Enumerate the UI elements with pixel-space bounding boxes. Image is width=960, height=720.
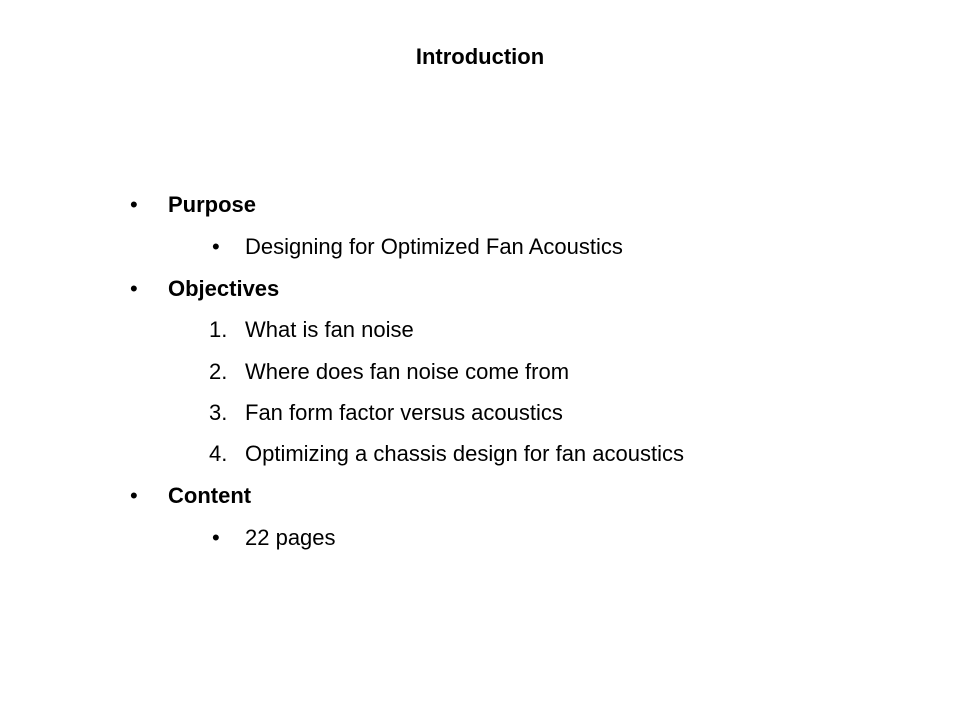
bullet-marker: • — [130, 276, 138, 301]
slide-title: Introduction — [415, 44, 545, 69]
numbered-item-text: Where does fan noise come from — [245, 359, 570, 384]
section-heading-content: Content — [168, 483, 252, 508]
section-content — [0, 482, 960, 510]
numbered-item-text: Optimizing a chassis design for fan acoustics — [245, 441, 684, 466]
numbered-item — [0, 399, 960, 427]
numbered-item-text: What is fan noise — [245, 317, 414, 342]
numbered-item — [0, 440, 960, 468]
item-number: 2. — [209, 359, 228, 384]
section-heading-purpose: Purpose — [168, 192, 257, 217]
list-item-text: Designing for Optimized Fan Acoustics — [245, 234, 623, 259]
bullet-marker: • — [212, 234, 220, 259]
list-item-text: 22 pages — [245, 525, 336, 550]
list-item — [0, 524, 960, 552]
numbered-item-text: Fan form factor versus acoustics — [245, 400, 563, 425]
list-item — [0, 233, 960, 261]
numbered-item — [0, 358, 960, 386]
bullet-marker: • — [130, 483, 138, 508]
numbered-item — [0, 316, 960, 344]
item-number: 3. — [209, 400, 228, 425]
section-objectives — [0, 275, 960, 303]
bullet-marker: • — [212, 525, 220, 550]
item-number: 1. — [209, 317, 228, 342]
section-purpose — [0, 191, 960, 219]
section-heading-objectives: Objectives — [168, 276, 280, 301]
item-number: 4. — [209, 441, 228, 466]
bullet-marker: • — [130, 192, 138, 217]
